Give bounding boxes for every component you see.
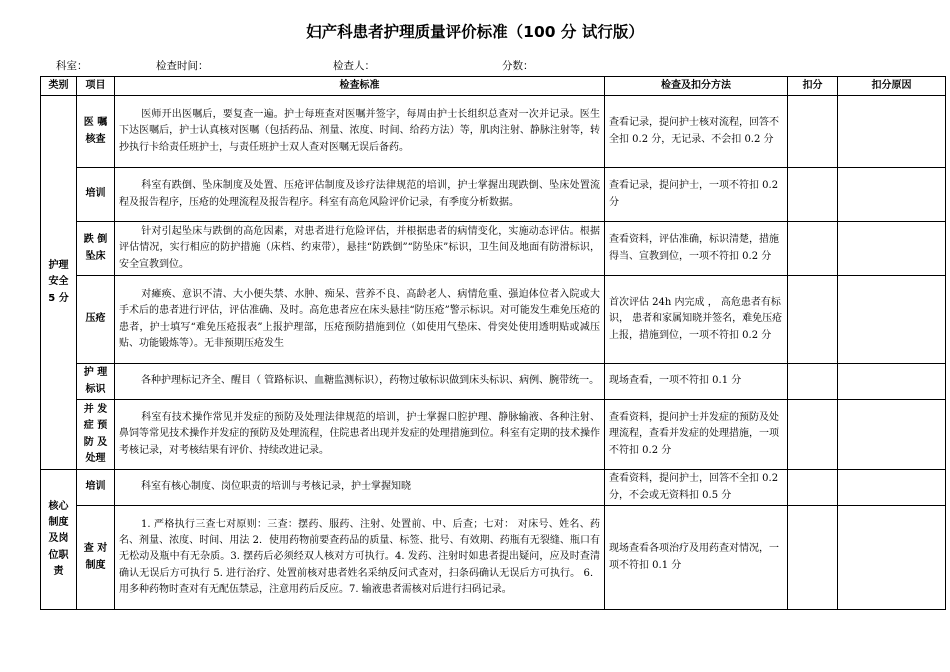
table-row xyxy=(41,222,946,276)
table-row xyxy=(41,364,946,400)
item-label: 跌 倒 坠床 xyxy=(83,234,108,262)
category-label: 核心 制度 及岗 位职 责 xyxy=(48,500,69,577)
header-category: 类别 xyxy=(41,77,77,96)
item-label: 培训 xyxy=(85,481,106,493)
category-label: 护理 安全 5 分 xyxy=(48,260,69,304)
header-item: 项目 xyxy=(77,77,115,96)
meta-inspector: 检查人： xyxy=(333,60,375,72)
method-cell: 查看资料，评估准确，标识清楚，措施得当、宣教到位，一项不符扣 0.2 分 xyxy=(605,222,788,276)
standard-cell xyxy=(115,364,605,400)
standard-cell xyxy=(115,506,605,610)
method-cell: 现场查看各项治疗及用药查对情况，一项不符扣 0.1 分 xyxy=(605,506,788,610)
item-label: 并 发 症 预 防 及 处理 xyxy=(83,404,108,464)
item-cell xyxy=(77,400,115,470)
standard-text: 针对引起坠床与跌倒的高危因素，对患者进行危险评估，并根据患者的病情变化，实施动态评估。根据评估情况，实行相应的防护措施（床档、约束带），悬挂“防跌倒”“防坠床”标识，卫生间及地面有防滑标识，安全宣教到位。 xyxy=(119,226,600,270)
item-label: 压疮 xyxy=(85,313,106,325)
item-cell xyxy=(77,222,115,276)
table-row xyxy=(41,276,946,364)
method-cell: 查看记录，提问护士，一项不符扣 0.2 分 xyxy=(605,168,788,222)
deduct-cell[interactable] xyxy=(788,364,838,400)
deduct-cell[interactable] xyxy=(788,400,838,470)
item-cell xyxy=(77,276,115,364)
standard-cell xyxy=(115,222,605,276)
reason-cell[interactable] xyxy=(838,168,946,222)
header-deduct: 扣分 xyxy=(788,77,838,96)
meta-check-time: 检查时间： xyxy=(156,60,209,72)
header-standard: 检查标准 xyxy=(115,77,605,96)
standard-cell xyxy=(115,168,605,222)
item-label: 查 对 制度 xyxy=(83,543,108,571)
item-label: 医 嘱 核查 xyxy=(83,117,108,145)
standard-text: 科室有核心制度、岗位职责的培训与考核记录，护士掌握知晓 xyxy=(141,481,411,493)
method-cell: 首次评估 24h 内完成 ， 高危患者有标识， 患者和家属知晓并签名，难免压疮上报，措施到位，一项不符扣 0.2 分 xyxy=(605,276,788,364)
table-row xyxy=(41,168,946,222)
item-cell xyxy=(77,96,115,168)
deduct-cell[interactable] xyxy=(788,168,838,222)
standard-cell xyxy=(115,276,605,364)
reason-cell[interactable] xyxy=(838,506,946,610)
method-cell: 查看记录，提问护士核对流程，回答不全扣 0.2 分，无记录、不会扣 0.2 分 xyxy=(605,96,788,168)
standard-text: 科室有技术操作常见并发症的预防及处理法律规范的培训，护士掌握口腔护理、静脉输液、各种注射、鼻饲等常见技术操作并发症的预防及处理流程，住院患者出现并发症的处理措施到位。科室有定期的技术操作考核记录，对考核结果有评价、持续改进记录。 xyxy=(119,412,600,456)
standard-text: 医师开出医嘱后，要复查一遍。护士每班查对医嘱并签字，每周由护士长组织总查对一次并记录。医生下达医嘱后，护士认真核对医嘱（包括药品、剂量、浓度、时间、给药方法）等，肌肉注射、静脉注射等，转抄执行卡给责任班护士，与责任班护士双人查对医嘱无误后备药。 xyxy=(119,109,600,153)
page-title: 妇产科患者护理质量评价标准（100 分 试行版） xyxy=(306,23,644,41)
item-cell xyxy=(77,506,115,610)
item-label: 护 理 标识 xyxy=(83,367,108,395)
reason-cell[interactable] xyxy=(838,470,946,506)
category-nursing-safety xyxy=(41,96,77,470)
standard-text: 科室有跌倒、坠床制度及处置、压疮评估制度及诊疗法律规范的培训，护士掌握出现跌倒、坠床处置流程及报告程序，压疮的处理流程及报告程序。科室有高危风险评价记录，有季度分析数据。 xyxy=(119,180,600,208)
deduct-cell[interactable] xyxy=(788,96,838,168)
item-cell xyxy=(77,364,115,400)
item-cell xyxy=(77,470,115,506)
deduct-cell[interactable] xyxy=(788,276,838,364)
category-core-system xyxy=(41,470,77,610)
standard-cell xyxy=(115,400,605,470)
standard-text: 对瘫痪、意识不清、大小便失禁、水肿、痴呆、营养不良、高龄老人、病情危重、强迫体位者入院或大手术后的患者进行评估，评估准确、及时。高危患者应在床头悬挂“防压疮”警示标识。对可能发生难免压疮的患者，护士填写“难免压疮报表”上报护理部，压疮预防措施到位（如使用气垫床、骨突处使用透明贴或减压贴、功能锻炼等）。无非预期压疮发生 xyxy=(119,289,600,349)
table-row xyxy=(41,506,946,610)
item-label: 培训 xyxy=(85,188,106,200)
method-cell: 现场查看，一项不符扣 0.1 分 xyxy=(605,364,788,400)
meta-score: 分数： xyxy=(502,60,534,72)
standard-text: 各种护理标记齐全、醒目（ 管路标识、血糖监测标识），药物过敏标识做到床头标识、病例、腕带统一。 xyxy=(141,375,600,387)
reason-cell[interactable] xyxy=(838,222,946,276)
item-cell xyxy=(77,168,115,222)
deduct-cell[interactable] xyxy=(788,506,838,610)
reason-cell[interactable] xyxy=(838,364,946,400)
standard-cell xyxy=(115,96,605,168)
deduct-cell[interactable] xyxy=(788,470,838,506)
table-header-row xyxy=(41,77,946,96)
meta-dept: 科室： xyxy=(56,60,88,72)
header-reason: 扣分原因 xyxy=(838,77,946,96)
table-row xyxy=(41,96,946,168)
evaluation-table xyxy=(40,76,946,610)
method-cell: 查看资料，提问护士，回答不全扣 0.2 分，不会或无资料扣 0.5 分 xyxy=(605,470,788,506)
standard-cell xyxy=(115,470,605,506)
header-method: 检查及扣分方法 xyxy=(605,77,788,96)
deduct-cell[interactable] xyxy=(788,222,838,276)
reason-cell[interactable] xyxy=(838,400,946,470)
reason-cell[interactable] xyxy=(838,276,946,364)
reason-cell[interactable] xyxy=(838,96,946,168)
table-row xyxy=(41,470,946,506)
standard-text: 1. 严格执行三查七对原则：三查：摆药、服药、注射、处置前、中、后查；七对： 对床号、姓名、药名、剂量、浓度、时间、用法 2．使用药物前要查药品的质量、标签、批号、有效期、药瓶有无裂缝、瓶口有无松动及瓶中有无杂质。3. 摆药后必须经双人核对方可执行。4. 发药、注射时如患者提出疑问，应及时查清确认无误后方可执行 5. 进行治疗、处置前核对患者姓名采纳反问式查对，扫条码确认无误后方可执行。 6．用多种药物时查对有无配伍禁忌，注意用药后反应。7. 输液患者需核对后进行扫码记录。 xyxy=(119,518,600,595)
table-row xyxy=(41,400,946,470)
method-cell: 查看资料，提问护士并发症的预防及处理流程，查看并发症的处理措施，一项不符扣 0.2 分 xyxy=(605,400,788,470)
